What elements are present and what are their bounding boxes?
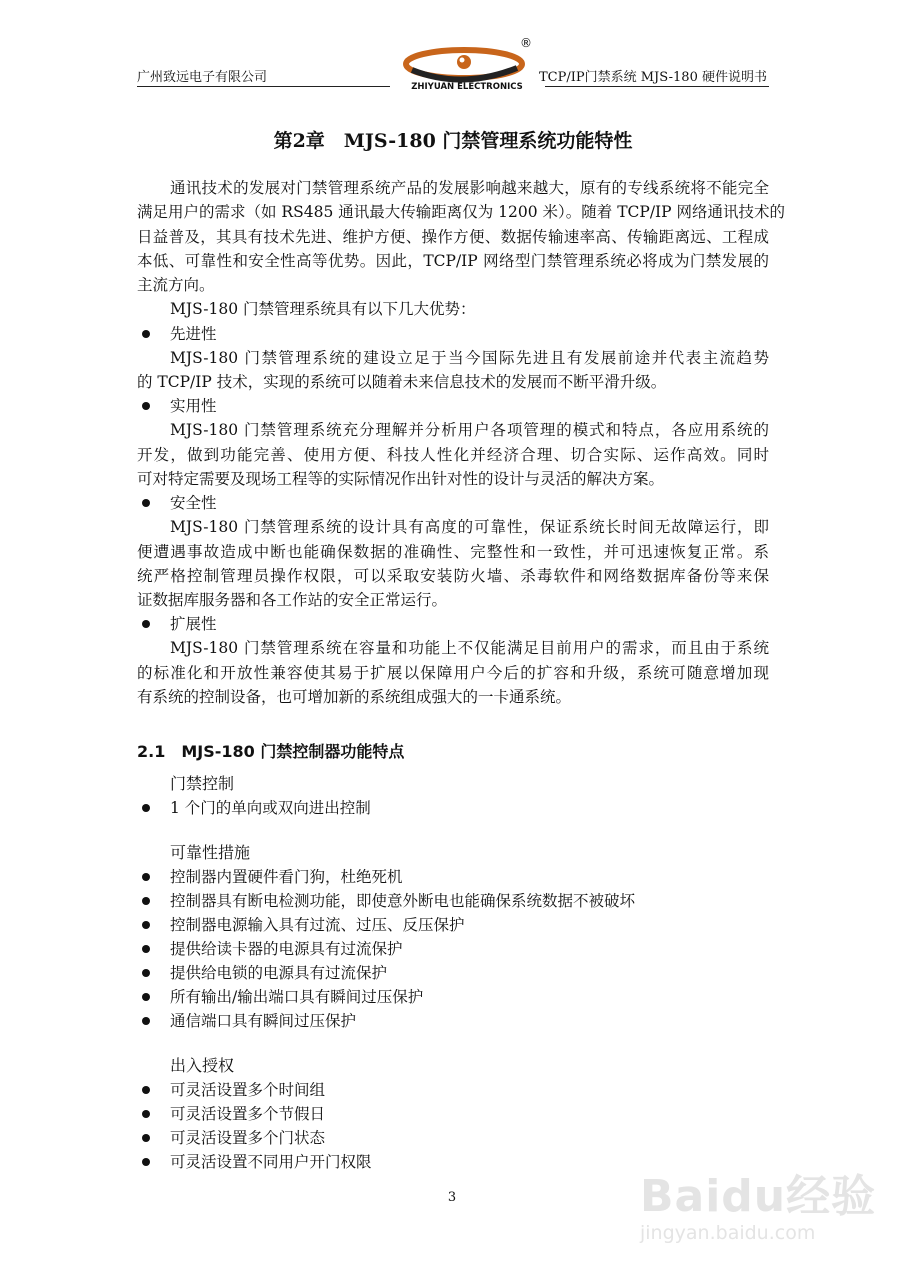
list-item: 所有输出/输出端口具有瞬间过压保护 [137, 985, 769, 1009]
group-heading: 出入授权 [170, 1056, 235, 1076]
advantage-heading: 先进性 [137, 322, 769, 346]
list-item: 可灵活设置多个时间组 [137, 1078, 769, 1102]
baidu-watermark [640, 1160, 880, 1260]
list-item: 提供给电锁的电源具有过流保护 [137, 961, 769, 985]
text-line: 的 TCP/IP 技术，实现的系统可以随着未来信息技术的发展而不断平滑升级。 [137, 373, 667, 392]
watermark-main: Baidu经验 [640, 1171, 877, 1222]
header-doc-title: TCP/IP门禁系统 MJS-180 硬件说明书 [538, 70, 767, 85]
logo-text: ZHIYUAN ELECTRONICS [411, 82, 523, 92]
text-line: 日益普及，其具有技术先进、维护方便、操作方便、数据传输速率高、传输距离远、工程成 [137, 227, 769, 246]
registered-mark: ® [520, 36, 532, 50]
text-line: 有系统的控制设备，也可增加新的系统组成强大的一卡通系统。 [137, 688, 572, 707]
company-logo [392, 36, 542, 96]
text-line: MJS-180 门禁管理系统的设计具有高度的可靠性，保证系统长时间无故障运行，即 [170, 518, 769, 537]
text-line: MJS-180 门禁管理系统在容量和功能上不仅能满足目前用户的需求，而且由于系统 [170, 639, 769, 658]
text-line: MJS-180 门禁管理系统的建设立足于当今国际先进且有发展前途并代表主流趋势 [170, 348, 769, 367]
list-item: 可灵活设置不同用户开门权限 [137, 1150, 769, 1174]
header-rule-left [137, 86, 390, 87]
list-item: 控制器电源输入具有过流、过压、反压保护 [137, 913, 769, 937]
text-line: 满足用户的需求（如 RS485 通讯最大传输距离仅为 1200 米）。随着 TCP/IP 网络通讯技术的 [137, 203, 786, 222]
text-line: 主流方向。 [137, 276, 215, 295]
list-item: 控制器具有断电检测功能，即使意外断电也能确保系统数据不被破坏 [137, 889, 769, 913]
advantage-heading: 扩展性 [137, 612, 769, 636]
advantage-heading: 安全性 [137, 491, 769, 515]
text-line: 本低、可靠性和安全性高等优势。因此，TCP/IP 网络型门禁管理系统必将成为门禁发展的 [137, 251, 769, 270]
text-line: 证数据库服务器和各工作站的安全正常运行。 [137, 591, 448, 610]
list-item: 控制器内置硬件看门狗，杜绝死机 [137, 865, 769, 889]
page-number: 3 [447, 1190, 457, 1205]
list-item: 通信端口具有瞬间过压保护 [137, 1009, 769, 1033]
advantage-heading: 实用性 [137, 394, 769, 418]
watermark-url: jingyan.baidu.com [640, 1222, 816, 1244]
list-item: 提供给读卡器的电源具有过流保护 [137, 937, 769, 961]
page-content [137, 128, 786, 1174]
text-line: 可对特定需要及现场工程等的实际情况作出针对性的设计与灵活的解决方案。 [137, 469, 665, 488]
text-line: 的标准化和开放性兼容使其易于扩展以保障用户今后的扩容和升级，系统可随意增加现 [137, 663, 769, 682]
list-item: 可灵活设置多个节假日 [137, 1102, 769, 1126]
text-line: 开发，做到功能完善、使用方便、科技人性化并经济合理、切合实际、运作高效。同时 [137, 445, 769, 464]
list-item: 可灵活设置多个门状态 [137, 1126, 769, 1150]
text-line: 通讯技术的发展对门禁管理系统产品的发展影响越来越大，原有的专线系统将不能完全 [170, 179, 769, 197]
text-line: 统严格控制管理员操作权限，可以采取安装防火墙、杀毒软件和网络数据库备份等来保 [137, 566, 769, 585]
text-line: 便遭遇事故造成中断也能确保数据的准确性、完整性和一致性，并可迅速恢复正常。系 [137, 542, 769, 561]
header-company: 广州致远电子有限公司 [137, 70, 268, 85]
chapter-title: 第2章 MJS-180 门禁管理系统功能特性 [273, 130, 633, 152]
header-rule-right [545, 86, 769, 87]
list-item: 1 个门的单向或双向进出控制 [137, 796, 769, 820]
group-heading: 可靠性措施 [170, 843, 251, 863]
group-heading: 门禁控制 [170, 774, 235, 794]
intro-paragraph [137, 176, 786, 297]
advantages-lead: MJS-180 门禁管理系统具有以下几大优势： [170, 300, 476, 319]
section-heading: 2.1 MJS-180 门禁控制器功能特点 [137, 742, 405, 762]
text-line: MJS-180 门禁管理系统充分理解并分析用户各项管理的模式和特点，各应用系统的 [170, 421, 769, 440]
